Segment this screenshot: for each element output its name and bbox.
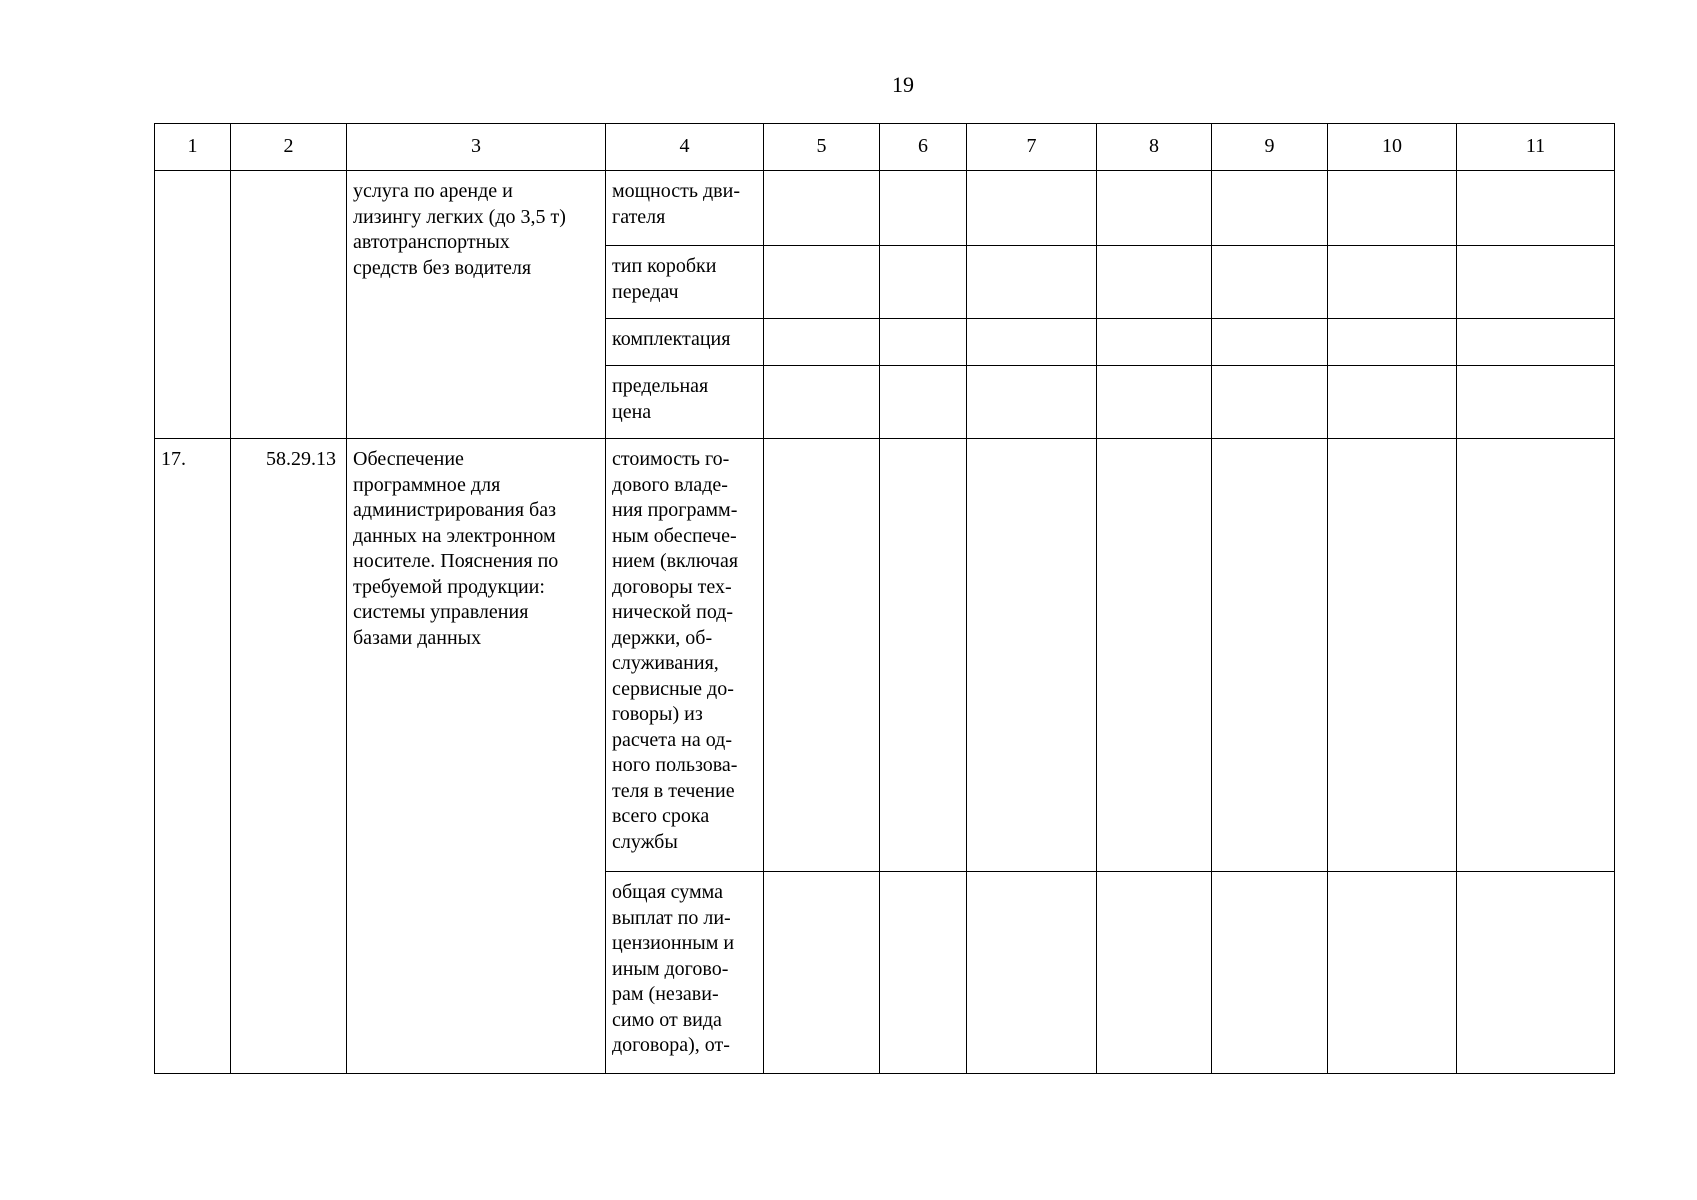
empty-cell <box>1212 366 1328 439</box>
empty-cell <box>1457 872 1615 1074</box>
row-number: 17. <box>161 448 186 470</box>
empty-cell <box>1328 439 1457 872</box>
empty-cell <box>1457 439 1615 872</box>
empty-cell <box>1097 246 1212 319</box>
empty-cell <box>967 319 1097 366</box>
empty-cell <box>1097 872 1212 1074</box>
empty-cell <box>880 872 967 1074</box>
empty-cell <box>764 246 880 319</box>
header-cell-6: 6 <box>880 124 967 171</box>
okpd-code: 58.29.13 <box>266 448 336 470</box>
header-cell-7: 7 <box>967 124 1097 171</box>
empty-cell <box>967 439 1097 872</box>
header-cell-9: 9 <box>1212 124 1328 171</box>
header-cell-1: 1 <box>155 124 231 171</box>
characteristic-cell <box>606 171 764 246</box>
empty-cell <box>764 439 880 872</box>
header-cell-8: 8 <box>1097 124 1212 171</box>
characteristic-name: общая сумма выплат по ли- цензионным и иным догово- рам (незави- симо от вида договора), от- <box>612 881 735 1056</box>
empty-cell <box>1457 366 1615 439</box>
header-cell-10: 10 <box>1328 124 1457 171</box>
header-cell-2: 2 <box>231 124 347 171</box>
characteristic-name: комплектация <box>612 328 731 350</box>
empty-cell <box>764 872 880 1074</box>
table-row <box>155 171 1615 246</box>
empty-cell <box>1212 171 1328 246</box>
product-name: услуга по аренде и лизингу легких (до 3,5 т) автотранспортных средств без водителя <box>353 180 566 279</box>
header-cell-11: 11 <box>1457 124 1615 171</box>
empty-cell <box>880 439 967 872</box>
header-cell-4: 4 <box>606 124 764 171</box>
empty-cell <box>1328 872 1457 1074</box>
header-cell-3: 3 <box>347 124 606 171</box>
empty-cell <box>1212 439 1328 872</box>
empty-cell <box>764 319 880 366</box>
empty-cell <box>967 872 1097 1074</box>
characteristic-name: предельная цена <box>612 375 709 423</box>
empty-cell <box>967 171 1097 246</box>
empty-cell <box>1212 319 1328 366</box>
characteristic-cell <box>606 319 764 366</box>
empty-cell <box>1457 246 1615 319</box>
empty-cell <box>1457 171 1615 246</box>
characteristic-cell <box>606 366 764 439</box>
row-number <box>155 171 230 185</box>
table-row <box>155 439 1615 872</box>
empty-cell <box>967 366 1097 439</box>
characteristic-name: стоимость го- дового владе- ния программ- ным обеспече- нием (включая договоры тех- нической под- держки, об- служивания, сервисные до- говоры) из расчета на од- ного пользова- теля в течение всего срока службы <box>612 448 739 853</box>
page-number: 19 <box>892 72 914 97</box>
empty-cell <box>1212 872 1328 1074</box>
empty-cell <box>1212 246 1328 319</box>
empty-cell <box>1328 246 1457 319</box>
empty-cell <box>1097 319 1212 366</box>
requirements-table <box>154 123 1615 1074</box>
row-number-cell <box>155 171 231 439</box>
empty-cell <box>880 319 967 366</box>
empty-cell <box>880 171 967 246</box>
okpd-code <box>231 171 346 185</box>
header-cell-5: 5 <box>764 124 880 171</box>
characteristic-name: тип коробки передач <box>612 255 717 303</box>
characteristic-cell <box>606 439 764 872</box>
product-name: Обеспечение программное для администрирования баз данных на электронном носителе. Пояснения по требуемой продукции: системы управления базами данных <box>353 448 559 649</box>
characteristic-cell <box>606 246 764 319</box>
product-name-cell <box>347 439 606 1074</box>
empty-cell <box>967 246 1097 319</box>
row-number-cell <box>155 439 231 1074</box>
empty-cell <box>1457 319 1615 366</box>
okpd-code-cell <box>231 171 347 439</box>
empty-cell <box>1328 171 1457 246</box>
empty-cell <box>1097 366 1212 439</box>
empty-cell <box>764 366 880 439</box>
empty-cell <box>880 366 967 439</box>
product-name-cell <box>347 171 606 439</box>
empty-cell <box>1328 366 1457 439</box>
characteristic-cell <box>606 872 764 1074</box>
header-row <box>155 124 1615 171</box>
empty-cell <box>880 246 967 319</box>
empty-cell <box>764 171 880 246</box>
empty-cell <box>1097 171 1212 246</box>
empty-cell <box>1097 439 1212 872</box>
characteristic-name: мощность дви- гателя <box>612 180 740 228</box>
empty-cell <box>1328 319 1457 366</box>
okpd-code-cell <box>231 439 347 1074</box>
